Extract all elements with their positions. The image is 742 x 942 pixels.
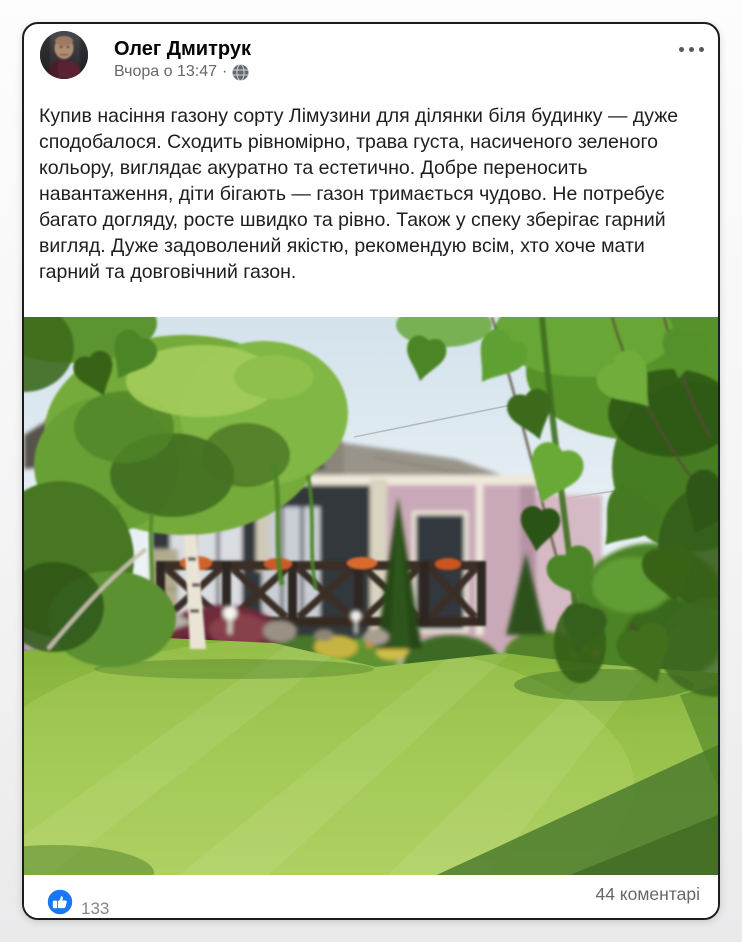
- author-name[interactable]: Олег Дмитрук: [114, 38, 251, 60]
- like-count[interactable]: 133: [81, 899, 110, 918]
- avatar-photo: [40, 31, 88, 79]
- meta-separator: ·: [222, 63, 228, 80]
- header-info: [114, 30, 251, 100]
- ellipsis-icon[interactable]: [664, 38, 704, 60]
- post-meta: [114, 63, 251, 81]
- globe-icon: [232, 64, 249, 81]
- timestamp[interactable]: Вчора о 13:47: [114, 63, 217, 80]
- avatar[interactable]: [40, 31, 88, 79]
- garden-lawn-house-photo[interactable]: [24, 317, 718, 879]
- thumbs-up-icon[interactable]: [46, 888, 74, 916]
- post-card: [22, 22, 720, 920]
- comments-count[interactable]: 44 коментарі: [595, 884, 700, 904]
- post-footer: [24, 875, 718, 918]
- post-header: [40, 30, 702, 100]
- post-body-text: Купив насіння газону сорту Лімузини для ділянки біля будинку — дуже сподобалося. Сходить рівномірно, трава густа, насиченого зеленого кольору, виглядає акуратно та естетично. Добре переносить навантаження, діти бігають — газон тримається чудово. Не потребує багато догляду, росте швидко та рівно. Також у спеку зберігає гарний вигляд. Дуже задоволений якістю, рекомендую всім, хто хоче мати гарний та довговічний газон.: [39, 105, 679, 283]
